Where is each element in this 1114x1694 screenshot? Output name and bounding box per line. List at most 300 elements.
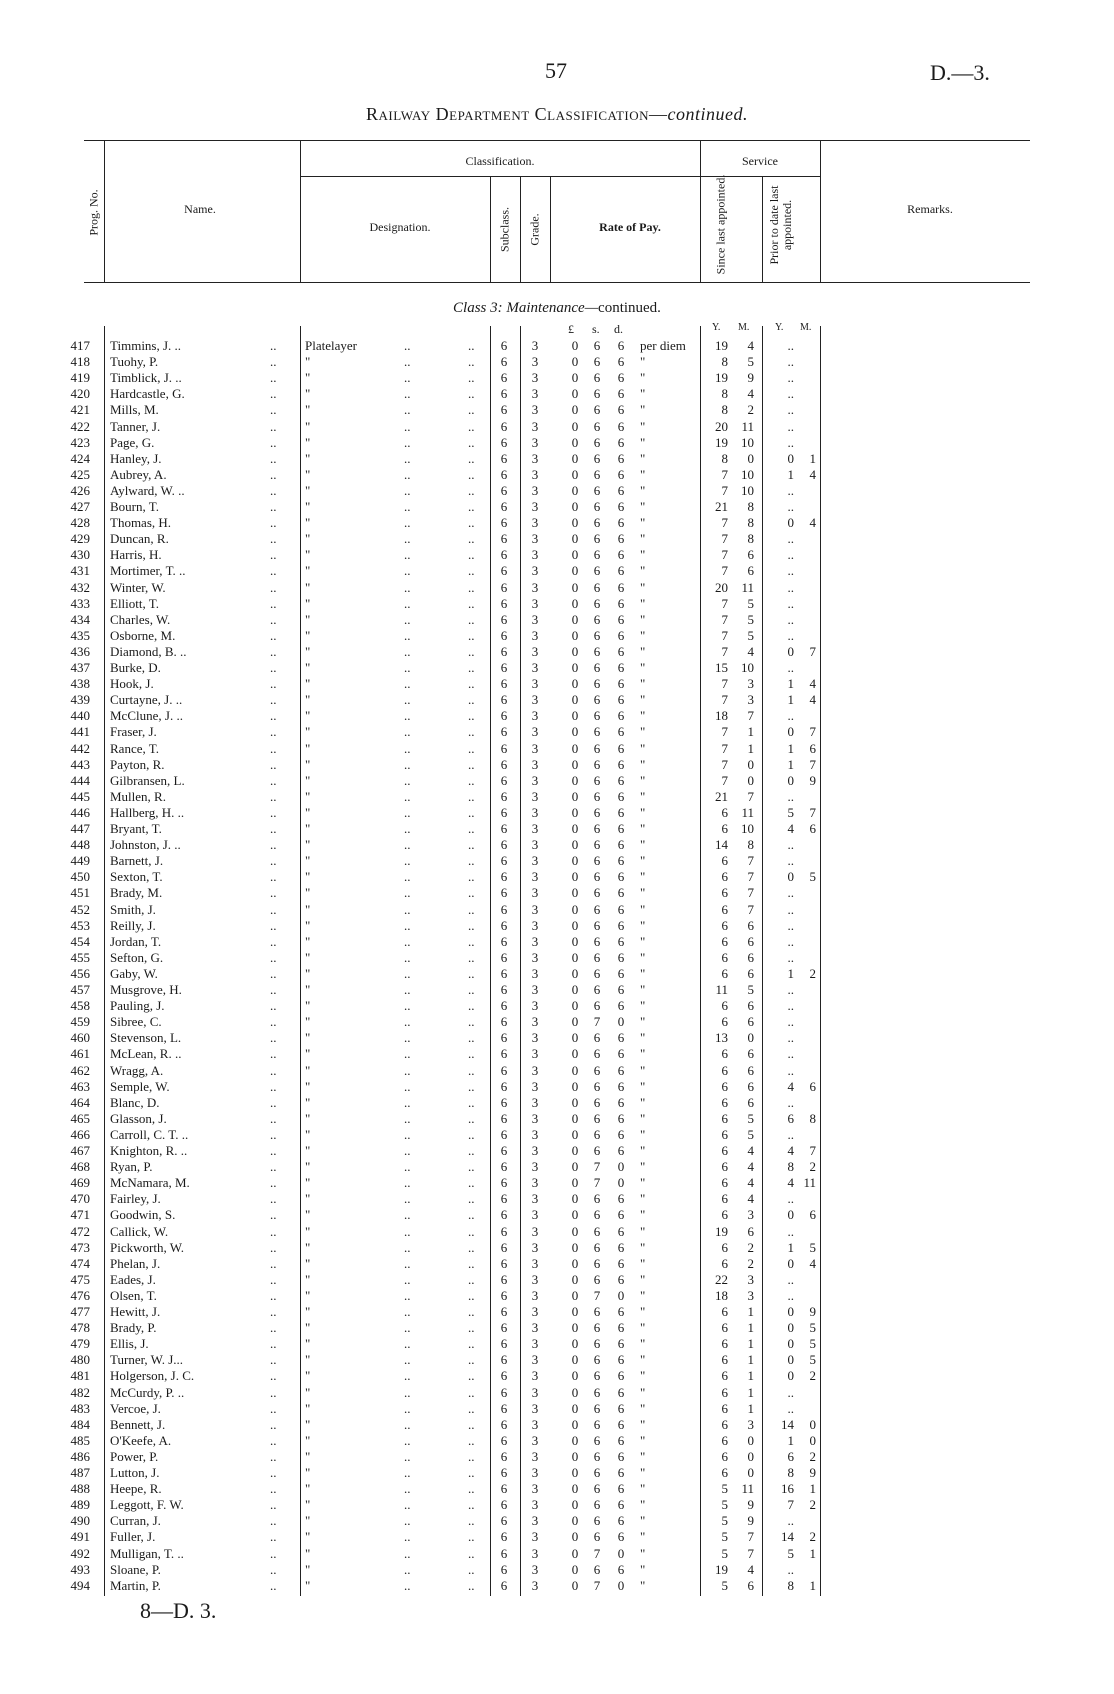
- row-number: 443: [70, 756, 90, 772]
- grade: 3: [531, 1368, 539, 1384]
- leader-dots: ..: [468, 1126, 475, 1142]
- leader-dots: ..: [404, 1320, 411, 1336]
- subclass: 6: [500, 354, 508, 370]
- pay-period: ": [640, 370, 646, 386]
- pay-pence: 6: [617, 917, 625, 933]
- leader-dots: ..: [270, 1513, 277, 1529]
- service-prior-months: 2: [809, 1529, 816, 1545]
- service-since-months: 2: [747, 1239, 754, 1255]
- table-row: [0, 837, 1114, 853]
- pay-period: ": [640, 611, 646, 627]
- designation: ": [305, 1126, 311, 1142]
- header-rate-of-pay: Rate of Pay.: [599, 220, 661, 234]
- employee-name: Eades, J.: [110, 1271, 156, 1287]
- service-since-months: 4: [747, 1561, 754, 1577]
- service-since-months: 1: [747, 1336, 754, 1352]
- header-top-rule: [84, 140, 1030, 141]
- row-number: 458: [70, 998, 90, 1014]
- leader-dots: ..: [404, 1175, 411, 1191]
- service-prior-months: 2: [809, 1448, 816, 1464]
- pay-pence: 6: [617, 1529, 625, 1545]
- leader-dots: ..: [270, 434, 277, 450]
- pay-period: ": [640, 965, 646, 981]
- subclass: 6: [500, 1561, 508, 1577]
- subclass: 6: [500, 418, 508, 434]
- service-since-years: 6: [721, 1368, 728, 1384]
- service-since-years: 22: [715, 1271, 728, 1287]
- leader-dots: ..: [404, 1271, 411, 1287]
- service-since-months: 0: [747, 1448, 754, 1464]
- grade: 3: [531, 1207, 539, 1223]
- subclass: 6: [500, 901, 508, 917]
- row-number: 420: [70, 386, 90, 402]
- service-prior-months: 6: [809, 821, 816, 836]
- leader-dots: ..: [404, 1094, 411, 1110]
- table-row: [0, 757, 1114, 773]
- service-prior-years: 6: [787, 1110, 794, 1126]
- service-since-years: 6: [721, 1046, 728, 1062]
- service-since-years: 11: [715, 982, 728, 997]
- pay-pounds: 0: [571, 1400, 579, 1416]
- leader-dots: ..: [270, 917, 277, 933]
- grade: 3: [531, 885, 539, 901]
- service-since-years: 5: [721, 1481, 728, 1497]
- pay-shillings: 6: [593, 1223, 601, 1239]
- pay-period: ": [640, 1497, 646, 1513]
- grade: 3: [531, 740, 539, 756]
- service-since-years: 14: [715, 837, 728, 853]
- pay-shillings: 6: [593, 1271, 601, 1287]
- service-prior-years: ..: [787, 1062, 794, 1078]
- pay-pounds: 0: [571, 1352, 579, 1368]
- pay-period: ": [640, 660, 646, 675]
- leader-dots: ..: [404, 1545, 411, 1561]
- service-prior-years: ..: [787, 917, 794, 933]
- leader-dots: ..: [468, 1287, 475, 1303]
- grade: 3: [531, 1497, 539, 1513]
- pay-pounds: 0: [571, 1143, 579, 1158]
- service-prior-years: 6: [787, 1448, 794, 1464]
- service-since-months: 10: [741, 434, 754, 450]
- pay-pounds: 0: [571, 595, 579, 611]
- employee-name: Tuohy, P.: [110, 354, 159, 370]
- pay-shillings: 6: [593, 482, 601, 498]
- leader-dots: ..: [468, 418, 475, 434]
- grade: 3: [531, 1030, 539, 1046]
- pay-shillings: 6: [593, 1255, 601, 1271]
- service-prior-years: 4: [787, 1175, 794, 1191]
- designation: ": [305, 1223, 311, 1239]
- pay-shillings: 6: [593, 1336, 601, 1352]
- leader-dots: ..: [270, 563, 277, 579]
- leader-dots: ..: [468, 804, 475, 820]
- row-number: 440: [70, 708, 90, 724]
- pay-shillings: 6: [593, 1046, 601, 1062]
- leader-dots: ..: [270, 1384, 277, 1400]
- service-prior-months: 7: [809, 1143, 816, 1158]
- grade: 3: [531, 466, 539, 482]
- pay-period: ": [640, 1529, 646, 1545]
- leader-dots: ..: [404, 418, 411, 434]
- pay-pounds: 0: [571, 402, 579, 418]
- service-since-years: 7: [721, 595, 728, 611]
- leader-dots: ..: [468, 1481, 475, 1497]
- pay-pounds: 0: [571, 1223, 579, 1239]
- table-row: [0, 966, 1114, 982]
- leader-dots: ..: [270, 965, 277, 981]
- leader-dots: ..: [404, 338, 411, 353]
- pay-period: ": [640, 354, 646, 370]
- grade: 3: [531, 982, 539, 997]
- employee-name: Turner, W. J...: [110, 1352, 184, 1368]
- pay-shillings: 6: [593, 708, 601, 724]
- leader-dots: ..: [468, 885, 475, 901]
- subclass: 6: [500, 1497, 508, 1513]
- table-row: [0, 1465, 1114, 1481]
- subclass: 6: [500, 660, 508, 675]
- leader-dots: ..: [404, 708, 411, 724]
- employee-name: Osborne, M.: [110, 627, 176, 643]
- leader-dots: ..: [468, 772, 475, 788]
- unit-prior-months: M.: [800, 322, 812, 333]
- table-row: [0, 596, 1114, 612]
- service-since-years: 7: [721, 531, 728, 547]
- leader-dots: ..: [270, 1497, 277, 1513]
- col-divider: [550, 176, 551, 282]
- table-row: [0, 483, 1114, 499]
- pay-shillings: 6: [593, 1239, 601, 1255]
- row-number: 454: [70, 933, 90, 949]
- leader-dots: ..: [404, 821, 411, 836]
- pay-pence: 6: [617, 1078, 625, 1094]
- service-since-years: 6: [721, 1014, 728, 1030]
- designation: ": [305, 1481, 311, 1497]
- service-since-years: 19: [715, 1561, 728, 1577]
- service-since-months: 8: [747, 499, 754, 514]
- pay-period: ": [640, 482, 646, 498]
- grade: 3: [531, 933, 539, 949]
- employee-name: Hardcastle, G.: [110, 386, 185, 402]
- pay-pounds: 0: [571, 1207, 579, 1223]
- leader-dots: ..: [404, 885, 411, 901]
- grade: 3: [531, 627, 539, 643]
- row-number: 494: [70, 1577, 90, 1593]
- pay-pounds: 0: [571, 949, 579, 965]
- service-since-years: 7: [721, 676, 728, 692]
- row-number: 493: [70, 1561, 90, 1577]
- pay-period: ": [640, 756, 646, 772]
- subclass: 6: [500, 1062, 508, 1078]
- service-since-years: 20: [715, 418, 728, 434]
- leader-dots: ..: [404, 370, 411, 386]
- pay-pounds: 0: [571, 869, 579, 885]
- service-prior-months: 4: [809, 692, 816, 708]
- pay-period: ": [640, 949, 646, 965]
- subclass: 6: [500, 692, 508, 708]
- col-divider: [300, 140, 301, 282]
- service-since-years: 8: [721, 386, 728, 402]
- pay-pence: 6: [617, 949, 625, 965]
- service-prior-months: 1: [809, 1577, 816, 1593]
- leader-dots: ..: [404, 1432, 411, 1448]
- leader-dots: ..: [404, 1368, 411, 1384]
- pay-pence: 6: [617, 402, 625, 418]
- leader-dots: ..: [270, 708, 277, 724]
- row-number: 426: [70, 482, 90, 498]
- subclass: 6: [500, 788, 508, 804]
- subclass: 6: [500, 531, 508, 547]
- grade: 3: [531, 853, 539, 869]
- pay-pence: 6: [617, 660, 625, 675]
- service-since-years: 6: [721, 917, 728, 933]
- pay-pounds: 0: [571, 1545, 579, 1561]
- leader-dots: ..: [468, 901, 475, 917]
- header-prior-to-date: Prior to date last appointed.: [767, 185, 794, 265]
- table-row: [0, 467, 1114, 483]
- table-row: [0, 982, 1114, 998]
- leader-dots: ..: [404, 1030, 411, 1046]
- service-since-months: 10: [741, 660, 754, 675]
- pay-shillings: 6: [593, 982, 601, 997]
- subclass: 6: [500, 1416, 508, 1432]
- leader-dots: ..: [404, 901, 411, 917]
- leader-dots: ..: [404, 579, 411, 595]
- service-prior-months: 2: [809, 1368, 816, 1384]
- pay-pence: 6: [617, 354, 625, 370]
- pay-pence: 6: [617, 1513, 625, 1529]
- service-since-years: 6: [721, 1143, 728, 1158]
- grade: 3: [531, 917, 539, 933]
- subclass: 6: [500, 1110, 508, 1126]
- pay-pounds: 0: [571, 1465, 579, 1480]
- pay-shillings: 6: [593, 1384, 601, 1400]
- leader-dots: ..: [270, 1046, 277, 1062]
- leader-dots: ..: [468, 998, 475, 1014]
- designation: ": [305, 885, 311, 901]
- employee-name: Sloane, P.: [110, 1561, 161, 1577]
- service-prior-months: 7: [809, 756, 816, 772]
- service-since-years: 6: [721, 1448, 728, 1464]
- pay-pounds: 0: [571, 450, 579, 466]
- service-since-years: 6: [721, 804, 728, 820]
- designation: ": [305, 1432, 311, 1448]
- leader-dots: ..: [404, 1191, 411, 1207]
- table-row: [0, 628, 1114, 644]
- pay-pounds: 0: [571, 1529, 579, 1545]
- designation: ": [305, 1352, 311, 1368]
- row-number: 477: [70, 1304, 90, 1319]
- pay-pounds: 0: [571, 1110, 579, 1126]
- service-since-months: 4: [747, 338, 754, 353]
- leader-dots: ..: [270, 1432, 277, 1448]
- service-since-months: 6: [747, 917, 754, 933]
- grade: 3: [531, 386, 539, 402]
- table-row: [0, 1272, 1114, 1288]
- pay-pence: 6: [617, 724, 625, 740]
- employee-name: Duncan, R.: [110, 531, 169, 547]
- service-since-years: 7: [721, 740, 728, 756]
- leader-dots: ..: [270, 676, 277, 692]
- leader-dots: ..: [404, 982, 411, 997]
- subclass: 6: [500, 1271, 508, 1287]
- header-grade: Grade.: [527, 213, 542, 246]
- grade: 3: [531, 1159, 539, 1175]
- leader-dots: ..: [468, 1432, 475, 1448]
- service-prior-months: 6: [809, 1078, 816, 1094]
- designation: ": [305, 595, 311, 611]
- grade: 3: [531, 354, 539, 370]
- employee-name: Callick, W.: [110, 1223, 169, 1239]
- grade: 3: [531, 515, 539, 531]
- leader-dots: ..: [404, 627, 411, 643]
- employee-name: Semple, W.: [110, 1078, 170, 1094]
- pay-period: ": [640, 853, 646, 869]
- table-row: [0, 1368, 1114, 1384]
- designation: ": [305, 1304, 311, 1319]
- row-number: 437: [70, 660, 90, 675]
- employee-name: Holgerson, J. C.: [110, 1368, 195, 1384]
- service-prior-years: ..: [787, 708, 794, 724]
- row-number: 490: [70, 1513, 90, 1529]
- pay-pence: 6: [617, 869, 625, 885]
- unit-shillings: s.: [592, 322, 600, 336]
- row-number: 491: [70, 1529, 90, 1545]
- pay-period: ": [640, 1046, 646, 1062]
- leader-dots: ..: [468, 386, 475, 402]
- leader-dots: ..: [468, 1545, 475, 1561]
- row-number: 471: [70, 1207, 90, 1223]
- service-prior-months: 9: [809, 1465, 816, 1480]
- subclass: 6: [500, 821, 508, 836]
- row-number: 483: [70, 1400, 90, 1416]
- service-since-years: 5: [721, 1497, 728, 1513]
- leader-dots: ..: [270, 724, 277, 740]
- row-number: 448: [70, 837, 90, 853]
- service-since-months: 5: [747, 1110, 754, 1126]
- designation: ": [305, 563, 311, 579]
- designation: ": [305, 901, 311, 917]
- service-since-months: 4: [747, 1191, 754, 1207]
- pay-pounds: 0: [571, 692, 579, 708]
- pay-period: ": [640, 821, 646, 836]
- pay-pounds: 0: [571, 965, 579, 981]
- pay-period: ": [640, 1207, 646, 1223]
- table-row: [0, 708, 1114, 724]
- leader-dots: ..: [270, 692, 277, 708]
- pay-pounds: 0: [571, 1126, 579, 1142]
- table-row: [0, 370, 1114, 386]
- service-since-months: 9: [747, 1513, 754, 1529]
- employee-name: McLean, R. ..: [110, 1046, 182, 1062]
- pay-shillings: 6: [593, 643, 601, 659]
- pay-shillings: 6: [593, 933, 601, 949]
- service-since-years: 7: [721, 724, 728, 740]
- col-divider: [490, 176, 491, 282]
- table-row: [0, 885, 1114, 901]
- row-number: 424: [70, 450, 90, 466]
- employee-name: Curran, J.: [110, 1513, 161, 1529]
- pay-pence: 0: [617, 1014, 625, 1030]
- leader-dots: ..: [404, 933, 411, 949]
- leader-dots: ..: [270, 853, 277, 869]
- designation: ": [305, 1239, 311, 1255]
- table-row: [0, 1175, 1114, 1191]
- table-row: [0, 1046, 1114, 1062]
- service-since-months: 4: [747, 386, 754, 402]
- employee-name: Hallberg, H. ..: [110, 804, 185, 820]
- employee-name: Thomas, H.: [110, 515, 172, 531]
- subclass: 6: [500, 740, 508, 756]
- leader-dots: ..: [468, 1529, 475, 1545]
- leader-dots: ..: [404, 1239, 411, 1255]
- header-subclass: Subclass.: [497, 207, 512, 252]
- pay-pounds: 0: [571, 579, 579, 595]
- employee-name: Fraser, J.: [110, 724, 157, 740]
- leader-dots: ..: [468, 1271, 475, 1287]
- pay-period: ": [640, 643, 646, 659]
- pay-period: per diem: [640, 338, 686, 353]
- subclass: 6: [500, 563, 508, 579]
- pay-pounds: 0: [571, 1561, 579, 1577]
- service-since-years: 8: [721, 354, 728, 370]
- leader-dots: ..: [270, 1561, 277, 1577]
- designation: ": [305, 1545, 311, 1561]
- service-prior-years: ..: [787, 402, 794, 418]
- service-prior-months: 6: [809, 1207, 816, 1223]
- leader-dots: ..: [270, 1191, 277, 1207]
- pay-period: ": [640, 804, 646, 820]
- pay-pounds: 0: [571, 1320, 579, 1336]
- service-since-years: 6: [721, 885, 728, 901]
- employee-name: Power, P.: [110, 1448, 159, 1464]
- service-prior-years: ..: [787, 1126, 794, 1142]
- pay-pence: 6: [617, 1448, 625, 1464]
- row-number: 466: [70, 1126, 90, 1142]
- pay-pounds: 0: [571, 515, 579, 531]
- service-since-years: 7: [721, 627, 728, 643]
- pay-period: ": [640, 1239, 646, 1255]
- row-number: 492: [70, 1545, 90, 1561]
- leader-dots: ..: [468, 965, 475, 981]
- designation: ": [305, 579, 311, 595]
- employee-name: Ryan, P.: [110, 1159, 153, 1175]
- grade: 3: [531, 804, 539, 820]
- pay-shillings: 6: [593, 1416, 601, 1432]
- service-prior-months: 8: [809, 1110, 816, 1126]
- pay-pence: 6: [617, 1336, 625, 1352]
- pay-shillings: 6: [593, 853, 601, 869]
- service-prior-years: ..: [787, 499, 794, 514]
- pay-period: ": [640, 1481, 646, 1497]
- employee-name: Pickworth, W.: [110, 1239, 185, 1255]
- leader-dots: ..: [468, 563, 475, 579]
- header-remarks: Remarks.: [907, 202, 953, 216]
- grade: 3: [531, 1046, 539, 1062]
- grade: 3: [531, 1062, 539, 1078]
- pay-pence: 6: [617, 1046, 625, 1062]
- service-prior-years: 1: [787, 1239, 794, 1255]
- table-row: [0, 869, 1114, 885]
- subclass: 6: [500, 1030, 508, 1046]
- pay-pounds: 0: [571, 1094, 579, 1110]
- leader-dots: ..: [468, 1175, 475, 1191]
- designation: ": [305, 482, 311, 498]
- service-prior-years: 0: [787, 1207, 794, 1223]
- service-since-months: 3: [747, 692, 754, 708]
- grade: 3: [531, 450, 539, 466]
- pay-pence: 6: [617, 1368, 625, 1384]
- subclass: 6: [500, 949, 508, 965]
